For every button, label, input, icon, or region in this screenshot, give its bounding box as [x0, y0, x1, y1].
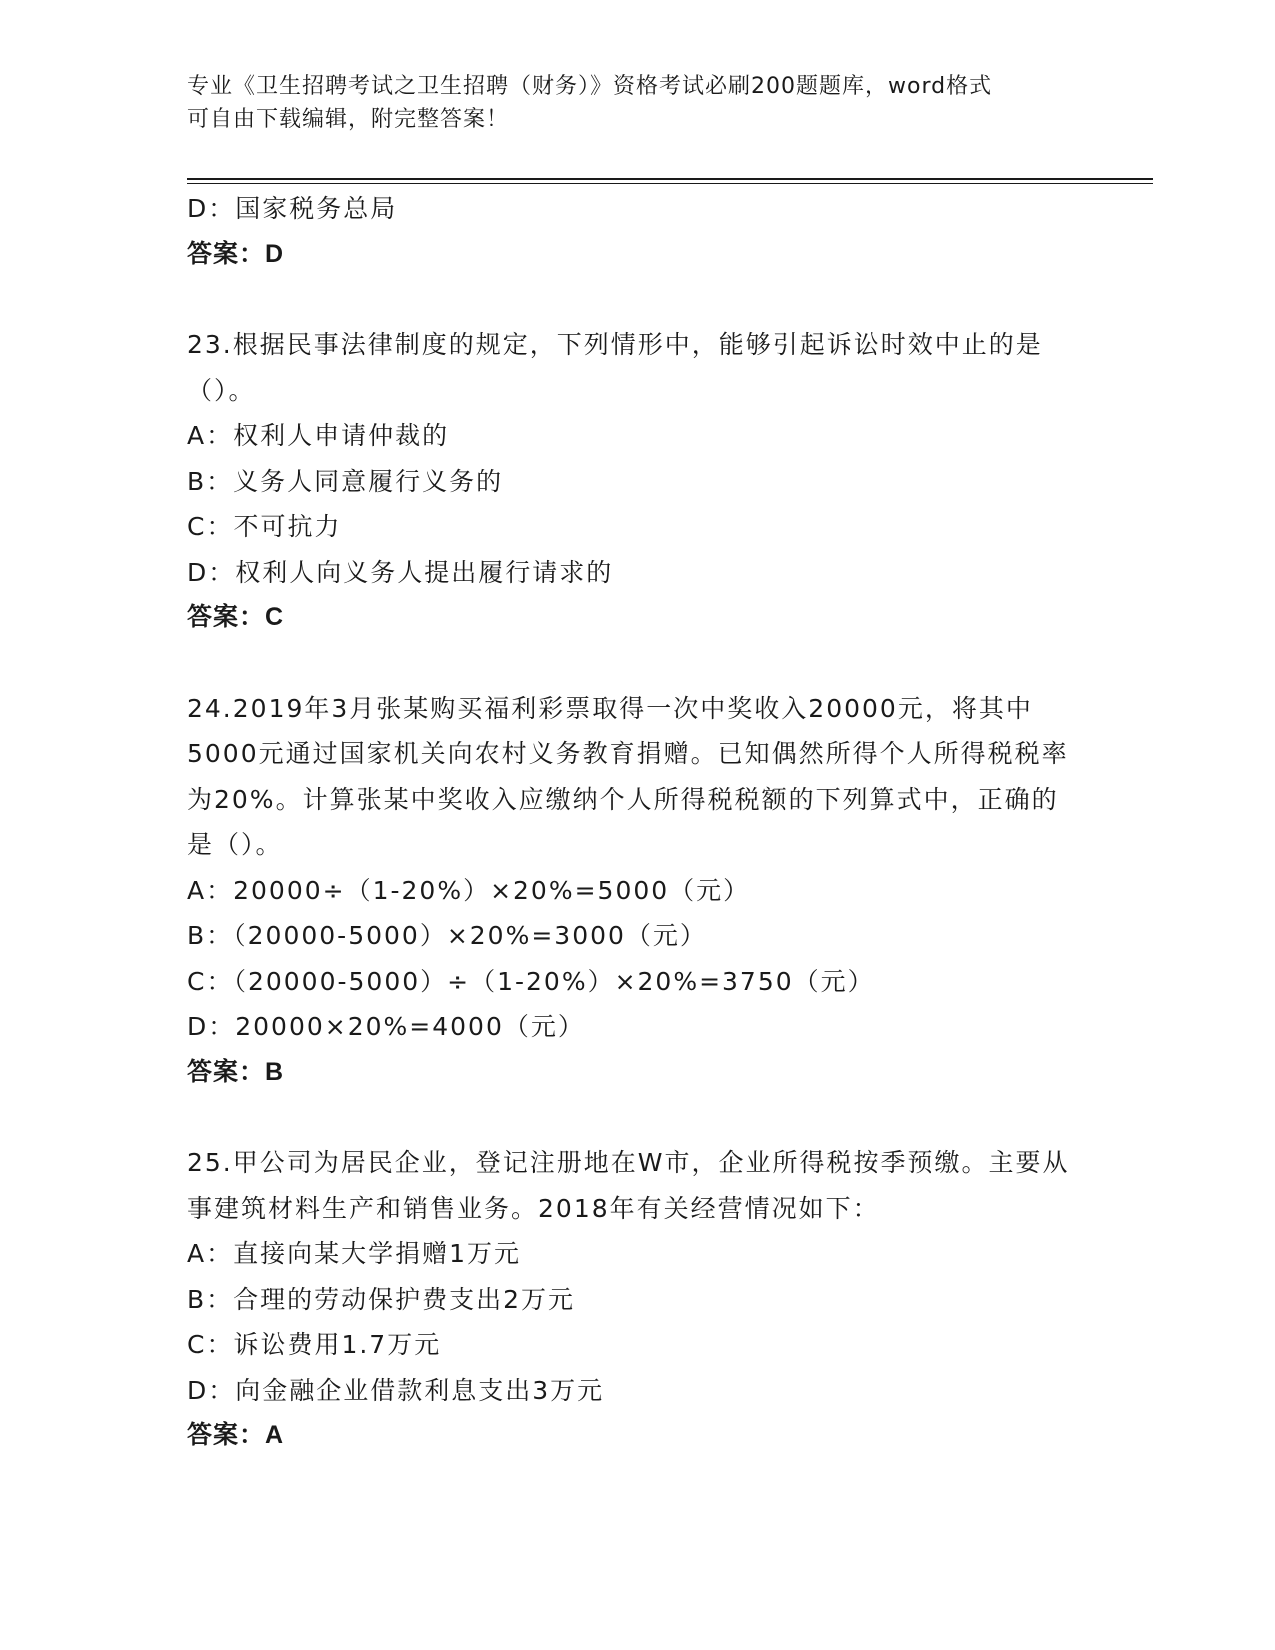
spacer [187, 1095, 1087, 1140]
header-divider-thick [187, 178, 1153, 180]
option-d: D：权利人向义务人提出履行请求的 [187, 557, 614, 587]
prev-question-option-d: D：国家税务总局 [187, 194, 398, 223]
header-line-2: 可自由下载编辑，附完整答案！ [187, 107, 510, 132]
option-b: B：合理的劳动保护费支出2万元 [187, 1284, 576, 1314]
question-stem: 24.2019年3月张某购买福利彩票取得一次中奖收入20000元，将其中5000元通过国家机关向农村义务教育捐赠。已知偶然所得个人所得税税率为20%。计算张某中奖收入应缴纳个人所得税税额的下列算式中，正确的是（）。 [187, 693, 1069, 859]
option-d: D：20000×20%=4000（元） [187, 1012, 585, 1041]
document-header [187, 70, 1067, 136]
spacer [187, 277, 1087, 322]
option-d: D：向金融企业借款利息支出3万元 [187, 1375, 605, 1405]
prev-question-answer: 答案：D [187, 239, 285, 268]
option-b: B：义务人同意履行义务的 [187, 466, 504, 496]
option-a: A：直接向某大学捐赠1万元 [187, 1239, 522, 1268]
document-body [187, 186, 1087, 1459]
question-answer: 答案：B [187, 1057, 285, 1086]
option-c: C：诉讼费用1.7万元 [187, 1330, 442, 1359]
header-line-1: 专业《卫生招聘考试之卫生招聘（财务）》资格考试必刷200题题库，word格式 [187, 74, 993, 99]
spacer [187, 641, 1087, 686]
question-stem: 23.根据民事法律制度的规定，下列情形中，能够引起诉讼时效中止的是（）。 [187, 330, 1043, 405]
question-24 [187, 686, 1087, 1096]
question-stem: 25.甲公司为居民企业，登记注册地在W市，企业所得税按季预缴。主要从事建筑材料生产和销售业务。2018年有关经营情况如下： [187, 1148, 1070, 1223]
question-25 [187, 1140, 1087, 1459]
option-a: A：20000÷（1-20%）×20%=5000（元） [187, 875, 751, 905]
option-b: B：（20000-5000）×20%=3000（元） [187, 921, 707, 950]
option-c: C：不可抗力 [187, 512, 342, 541]
question-answer: 答案：A [187, 1421, 285, 1449]
option-c: C：（20000-5000）÷（1-20%）×20%=3750（元） [187, 966, 875, 996]
question-answer: 答案：C [187, 603, 285, 631]
option-a: A：权利人申请仲裁的 [187, 421, 450, 450]
question-23 [187, 322, 1087, 641]
header-divider-thin [187, 183, 1153, 184]
